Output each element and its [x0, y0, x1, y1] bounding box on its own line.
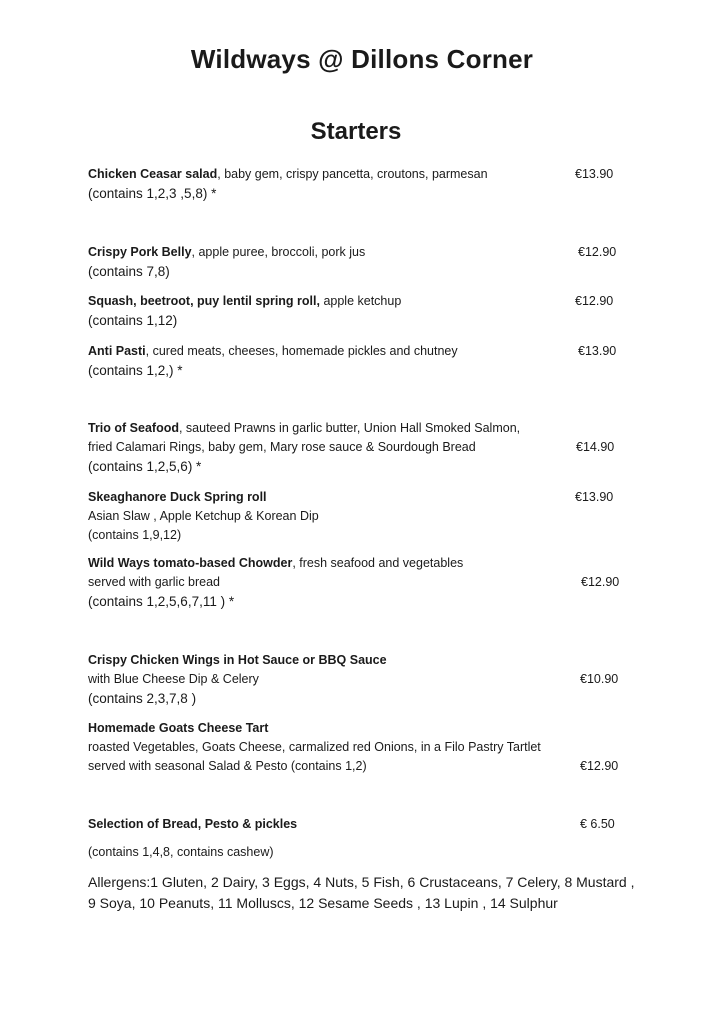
item-title-line: [88, 292, 648, 311]
item-price: €13.90: [578, 344, 617, 358]
menu-item: [88, 292, 648, 331]
item-title-line: [88, 342, 648, 361]
item-title-line: [88, 554, 648, 573]
menu-item: [88, 554, 648, 612]
item-name: Selection of Bread, Pesto & pickles: [88, 817, 298, 831]
item-description: , cured meats, cheeses, homemade pickles and chutney: [145, 344, 458, 358]
item-price: €14.90: [576, 440, 615, 454]
item-allergen-list: (contains 1,9,12): [88, 528, 182, 542]
item-allergen-list: (contains 1,2,) *: [88, 363, 183, 378]
item-name: Crispy Pork Belly: [88, 245, 192, 259]
item-price: €13.90: [575, 490, 614, 504]
item-title-line: [88, 419, 648, 438]
item-description-line: served with seasonal Salad & Pesto (contains 1,2): [88, 759, 367, 773]
item-description-line: roasted Vegetables, Goats Cheese, carmalized red Onions, in a Filo Pastry Tartlet: [88, 740, 541, 754]
allergen-legend-line: 9 Soya, 10 Peanuts, 11 Molluscs, 12 Sesame Seeds , 13 Lupin , 14 Sulphur: [88, 895, 558, 911]
item-allergen-list: (contains 7,8): [88, 264, 170, 279]
item-description-line: served with garlic bread: [88, 575, 221, 589]
restaurant-title: Wildways @ Dillons Corner: [190, 44, 534, 74]
item-description: , apple puree, broccoli, pork jus: [191, 245, 366, 259]
bread-allergen-list: (contains 1,4,8, contains cashew): [88, 845, 274, 859]
item-name: Squash, beetroot, puy lentil spring roll,: [88, 294, 320, 308]
menu-item: [88, 419, 648, 477]
item-allergen-list: (contains 1,2,5,6,7,11 ) *: [88, 594, 235, 609]
menu-item: [88, 342, 648, 381]
menu-item: [88, 815, 648, 834]
section-heading-starters: Starters: [310, 118, 402, 145]
item-description: , baby gem, crispy pancetta, croutons, parmesan: [217, 167, 488, 181]
item-name: Wild Ways tomato-based Chowder: [88, 556, 293, 570]
item-price: € 6.50: [580, 817, 615, 831]
item-price: €12.90: [575, 294, 614, 308]
menu-item: [88, 488, 648, 545]
item-price: €12.90: [580, 759, 619, 773]
item-description-line: with Blue Cheese Dip & Celery: [88, 672, 259, 686]
item-allergen-list: (contains 1,2,5,6) *: [88, 459, 202, 474]
item-price: €13.90: [575, 167, 614, 181]
item-title-line: [88, 165, 648, 184]
item-allergen-list: (contains 1,2,3 ,5,8) *: [88, 186, 217, 201]
item-description: , sauteed Prawns in garlic butter, Union Hall Smoked Salmon,: [178, 421, 521, 435]
item-allergen-list: (contains 1,12): [88, 313, 178, 328]
menu-item: [88, 651, 648, 709]
item-price: €12.90: [581, 575, 620, 589]
item-name: Skeaghanore Duck Spring roll: [88, 490, 267, 504]
item-allergen-list: (contains 2,3,7,8 ): [88, 691, 197, 706]
item-description: apple ketchup: [319, 294, 402, 308]
item-name: Crispy Chicken Wings in Hot Sauce or BBQ Sauce: [88, 653, 387, 667]
item-name: Trio of Seafood: [88, 421, 179, 435]
allergen-legend: [88, 872, 648, 914]
menu-item: [88, 719, 648, 776]
item-title-line: [88, 243, 648, 262]
item-name: Homemade Goats Cheese Tart: [88, 721, 269, 735]
item-description-line: fried Calamari Rings, baby gem, Mary rose sauce & Sourdough Bread: [88, 440, 476, 454]
menu-item: [88, 165, 648, 204]
item-price: €10.90: [580, 672, 619, 686]
menu-item: [88, 243, 648, 282]
item-name: Chicken Ceasar salad: [88, 167, 218, 181]
item-description: , fresh seafood and vegetables: [292, 556, 464, 570]
allergen-legend-line: Allergens:1 Gluten, 2 Dairy, 3 Eggs, 4 Nuts, 5 Fish, 6 Crustaceans, 7 Celery, 8 Mustard ,: [88, 874, 635, 890]
item-description-line: Asian Slaw , Apple Ketchup & Korean Dip: [88, 509, 319, 523]
item-name: Anti Pasti: [88, 344, 146, 358]
item-price: €12.90: [578, 245, 617, 259]
